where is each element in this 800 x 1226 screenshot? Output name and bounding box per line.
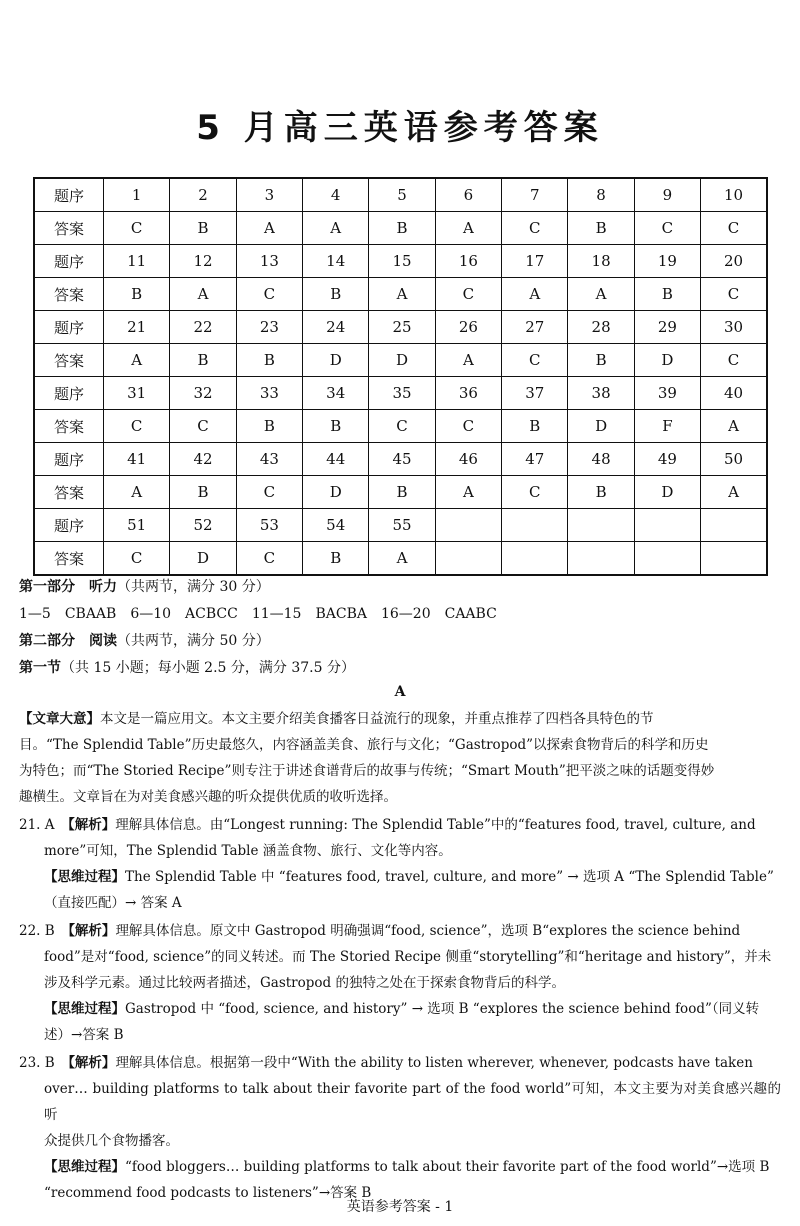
table-cell: 1 — [104, 178, 170, 212]
table-cell: 41 — [104, 443, 170, 476]
row-label: 题序 — [34, 178, 104, 212]
q22-block — [19, 918, 781, 1048]
q22-line-2: food”是对“food, science”的同义转述。而 The Storied Recipe 侧重“storytelling”和“heritage and history”，并未 — [44, 949, 772, 965]
table-cell: D — [170, 542, 236, 576]
table-cell: B — [303, 278, 369, 311]
table-cell: A — [568, 278, 634, 311]
table-cell: 36 — [435, 377, 501, 410]
table-cell: B — [170, 344, 236, 377]
table-cell: 20 — [701, 245, 767, 278]
row-label: 答案 — [34, 212, 104, 245]
table-cell: 28 — [568, 311, 634, 344]
table-cell: 8 — [568, 178, 634, 212]
q23-line-2: over… building platforms to talk about their favorite part of the food world”可知，本文主要为对美食感兴趣的听 — [44, 1081, 781, 1123]
q23-number: 23. B — [19, 1055, 55, 1071]
table-cell: 50 — [701, 443, 767, 476]
q21-block — [19, 812, 781, 916]
table-cell: A — [435, 476, 501, 509]
table-row — [34, 212, 767, 245]
table-cell — [435, 509, 501, 542]
table-cell: 39 — [634, 377, 700, 410]
table-cell: A — [701, 476, 767, 509]
table-cell: A — [104, 344, 170, 377]
row-label: 题序 — [34, 509, 104, 542]
table-cell — [502, 509, 568, 542]
q22-think-tag: 【思维过程】 — [44, 1001, 125, 1017]
table-cell: 16 — [435, 245, 501, 278]
table-cell: 2 — [170, 178, 236, 212]
table-cell: C — [369, 410, 435, 443]
q22-number: 22. B — [19, 923, 55, 939]
table-cell: B — [634, 278, 700, 311]
table-cell: D — [369, 344, 435, 377]
part2-note: （共两节，满分 50 分） — [117, 633, 270, 649]
table-cell: 34 — [303, 377, 369, 410]
summary-tag: 【文章大意】 — [19, 711, 100, 727]
table-cell: B — [303, 542, 369, 576]
table-cell: A — [369, 278, 435, 311]
q23-block — [19, 1050, 781, 1206]
table-cell: 30 — [701, 311, 767, 344]
table-cell: A — [303, 212, 369, 245]
table-cell: D — [634, 344, 700, 377]
part1-heading-line — [19, 576, 270, 596]
table-cell: 25 — [369, 311, 435, 344]
table-cell: B — [303, 410, 369, 443]
q21-tag: 【解析】 — [68, 817, 116, 833]
table-cell — [701, 542, 767, 576]
table-cell — [634, 542, 700, 576]
table-row — [34, 509, 767, 542]
table-cell: 43 — [236, 443, 302, 476]
table-row — [34, 311, 767, 344]
table-cell: B — [568, 476, 634, 509]
table-cell: B — [568, 344, 634, 377]
table-cell: C — [170, 410, 236, 443]
table-cell: 55 — [369, 509, 435, 542]
table-cell: A — [435, 212, 501, 245]
table-row — [34, 476, 767, 509]
summary-line-4: 趣横生。文章旨在为对美食感兴趣的听众提供优质的收听选择。 — [19, 789, 397, 805]
table-cell: 42 — [170, 443, 236, 476]
q22-line-1: 22. B 【解析】理解具体信息。原文中 Gastropod 明确强调“food, science”，选项 B“explores the science behind — [19, 923, 741, 939]
table-cell: C — [236, 476, 302, 509]
section1-heading-line — [19, 657, 355, 677]
table-cell: 14 — [303, 245, 369, 278]
table-cell — [634, 509, 700, 542]
table-cell: 19 — [634, 245, 700, 278]
table-cell: A — [502, 278, 568, 311]
table-cell: 3 — [236, 178, 302, 212]
q21-think-line-1: 【思维过程】The Splendid Table 中 “features food, travel, culture, and more” → 选项 A “The Splendid Table” — [44, 869, 774, 885]
summary-line-2: 目。“The Splendid Table”历史最悠久，内容涵盖美食、旅行与文化；“Gastropod”以探索食物背后的科学和历史 — [19, 737, 709, 753]
part2-heading: 第二部分 阅读 — [19, 633, 117, 649]
row-label: 答案 — [34, 542, 104, 576]
table-cell: B — [236, 410, 302, 443]
table-cell: C — [104, 410, 170, 443]
table-cell: 5 — [369, 178, 435, 212]
part2-heading-line — [19, 630, 270, 650]
table-cell — [435, 542, 501, 576]
q22-think-line-2: 述）→答案 B — [44, 1027, 124, 1043]
row-label: 答案 — [34, 278, 104, 311]
summary-line-3: 为特色；而“The Storied Recipe”则专注于讲述食谱背后的故事与传统；“Smart Mouth”把平淡之味的话题变得妙 — [19, 763, 715, 779]
table-cell: B — [369, 212, 435, 245]
table-cell: A — [435, 344, 501, 377]
table-cell: 23 — [236, 311, 302, 344]
table-cell: 46 — [435, 443, 501, 476]
page-title: 5 月高三英语参考答案 — [196, 108, 604, 148]
table-cell: 6 — [435, 178, 501, 212]
table-cell: 27 — [502, 311, 568, 344]
table-cell: F — [634, 410, 700, 443]
table-cell: 51 — [104, 509, 170, 542]
table-cell: D — [303, 344, 369, 377]
table-cell: 21 — [104, 311, 170, 344]
row-label: 题序 — [34, 443, 104, 476]
part1-note: （共两节，满分 30 分） — [117, 579, 270, 595]
table-cell: D — [303, 476, 369, 509]
table-cell: 32 — [170, 377, 236, 410]
table-cell: A — [236, 212, 302, 245]
table-row — [34, 245, 767, 278]
table-cell: 40 — [701, 377, 767, 410]
table-cell: 31 — [104, 377, 170, 410]
table-cell: C — [502, 344, 568, 377]
table-cell: 29 — [634, 311, 700, 344]
row-label: 题序 — [34, 377, 104, 410]
table-cell: 33 — [236, 377, 302, 410]
table-cell: 7 — [502, 178, 568, 212]
table-cell: C — [104, 542, 170, 576]
q21-think-line-2: （直接匹配）→ 答案 A — [44, 895, 182, 911]
passage-letter: A — [394, 684, 406, 700]
q21-line-1: 21. A 【解析】理解具体信息。由“Longest running: The Splendid Table”中的“features food, travel, culture, and — [19, 817, 756, 833]
table-cell: B — [104, 278, 170, 311]
q23-think-line-1: 【思维过程】“food bloggers… building platforms to talk about their favorite part of the food world”→选项 B — [44, 1159, 770, 1175]
table-cell: 47 — [502, 443, 568, 476]
table-row — [34, 542, 767, 576]
table-cell: D — [634, 476, 700, 509]
table-cell: 11 — [104, 245, 170, 278]
table-cell: 53 — [236, 509, 302, 542]
table-cell: 35 — [369, 377, 435, 410]
table-cell: A — [369, 542, 435, 576]
table-cell: B — [568, 212, 634, 245]
table-cell: B — [369, 476, 435, 509]
table-cell: A — [104, 476, 170, 509]
table-cell: 10 — [701, 178, 767, 212]
table-cell: 48 — [568, 443, 634, 476]
table-cell — [701, 509, 767, 542]
row-label: 答案 — [34, 410, 104, 443]
q23-line-1: 23. B 【解析】理解具体信息。根据第一段中“With the ability to listen wherever, whenever, podcasts have taken — [19, 1055, 753, 1071]
q22-think-line-1: 【思维过程】Gastropod 中 “food, science, and history” → 选项 B “explores the science behind food”（同义转 — [44, 1001, 760, 1017]
table-cell: A — [170, 278, 236, 311]
table-cell — [568, 509, 634, 542]
row-label: 答案 — [34, 344, 104, 377]
table-cell: 49 — [634, 443, 700, 476]
table-row — [34, 443, 767, 476]
table-cell: 12 — [170, 245, 236, 278]
table-cell: 9 — [634, 178, 700, 212]
table-cell: 54 — [303, 509, 369, 542]
table-cell: C — [502, 212, 568, 245]
table-row — [34, 410, 767, 443]
q23-think-tag: 【思维过程】 — [44, 1159, 125, 1175]
part1-heading: 第一部分 听力 — [19, 579, 117, 595]
table-cell: 24 — [303, 311, 369, 344]
table-row — [34, 178, 767, 212]
table-cell: 4 — [303, 178, 369, 212]
q23-line-3: 众提供几个食物播客。 — [44, 1133, 179, 1149]
q22-line-3: 涉及科学元素。通过比较两者描述，Gastropod 的独特之处在于探索食物背后的科学。 — [44, 975, 565, 991]
table-cell — [568, 542, 634, 576]
summary-line-1: 【文章大意】本文是一篇应用文。本文主要介绍美食播客日益流行的现象，并重点推荐了四档各具特色的节 — [19, 711, 654, 727]
row-label: 题序 — [34, 311, 104, 344]
table-cell: 38 — [568, 377, 634, 410]
table-cell: C — [236, 278, 302, 311]
table-cell: B — [236, 344, 302, 377]
table-cell: D — [568, 410, 634, 443]
table-cell: C — [236, 542, 302, 576]
table-row — [34, 344, 767, 377]
table-cell: C — [435, 278, 501, 311]
table-cell — [502, 542, 568, 576]
table-cell: C — [435, 410, 501, 443]
row-label: 答案 — [34, 476, 104, 509]
table-cell: C — [634, 212, 700, 245]
table-row — [34, 278, 767, 311]
table-cell: 18 — [568, 245, 634, 278]
table-cell: C — [701, 344, 767, 377]
table-cell: 17 — [502, 245, 568, 278]
table-cell: 44 — [303, 443, 369, 476]
table-cell: 22 — [170, 311, 236, 344]
table-cell: B — [502, 410, 568, 443]
table-cell: C — [104, 212, 170, 245]
table-row — [34, 377, 767, 410]
q21-line-2: more”可知，The Splendid Table 涵盖食物、旅行、文化等内容。 — [44, 843, 452, 859]
table-cell: 37 — [502, 377, 568, 410]
table-cell: C — [701, 278, 767, 311]
table-cell: 26 — [435, 311, 501, 344]
table-cell: C — [502, 476, 568, 509]
q23-tag: 【解析】 — [68, 1055, 116, 1071]
table-cell: B — [170, 476, 236, 509]
table-cell: 13 — [236, 245, 302, 278]
section1-heading: 第一节 — [19, 660, 61, 676]
table-cell: 52 — [170, 509, 236, 542]
q21-think-tag: 【思维过程】 — [44, 869, 125, 885]
q22-tag: 【解析】 — [68, 923, 116, 939]
q23-think-line-2: “recommend food podcasts to listeners”→答案 B — [44, 1185, 372, 1201]
table-cell: 15 — [369, 245, 435, 278]
table-cell: B — [170, 212, 236, 245]
row-label: 题序 — [34, 245, 104, 278]
table-cell: A — [701, 410, 767, 443]
summary-block — [19, 706, 781, 810]
part1-answers: 1—5 CBAAB 6—10 ACBCC 11—15 BACBA 16—20 CAABC — [19, 606, 497, 622]
section1-note: （共 15 小题；每小题 2.5 分，满分 37.5 分） — [61, 660, 355, 676]
q21-number: 21. A — [19, 817, 55, 833]
answer-table — [33, 177, 768, 576]
table-cell: 45 — [369, 443, 435, 476]
table-cell: C — [701, 212, 767, 245]
page-footer: 英语参考答案 - 1 — [346, 1199, 454, 1215]
